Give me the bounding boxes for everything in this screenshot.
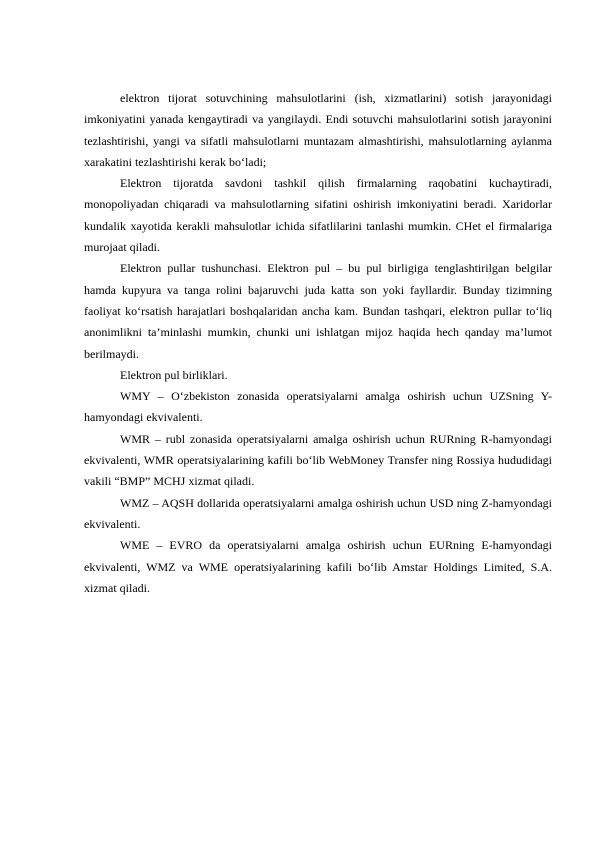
paragraph-wme: WME – EVRO da operatsiyalarni amalga oshirish uchun EURning E-hamyondagi ekvivalenti, WMZ va WME operatsiyalarining kafili bo‘lib Amstar Holdings Limited, S.A. xizmat qiladi.: [84, 538, 552, 595]
paragraph-electronic-money-concept: Elektron pullar tushunchasi. Elektron pul – bu pul birligiga tenglashtirilgan belgilar hamda kupyura va tanga rolini bajaruvchi juda katta son yoki fayllardir. Bunday tizimning faoliyat ko‘rsatish harajatlari boshqalaridan ancha kam. Bundan tashqari, elektron pullar to‘liq anonimlikni ta’minlashi mumkin, chunki uni ishlatgan mijoz haqida hech qanday ma’lumot berilmaydi.: [84, 261, 552, 361]
body-text: [84, 88, 552, 599]
paragraph-trade-competition: Elektron tijoratda savdoni tashkil qilish firmalarning raqobatini kuchaytiradi, monopoliyadan chiqaradi va mahsulotlarning sifatini oshirish imkoniyatini beradi. Xaridorlar kundalik xayotida kerakli mahsulotlar ichida sifatlilarini tanlashi mumkin. CHet el firmalariga murojaat qiladi.: [84, 176, 552, 255]
paragraph-ecommerce-benefits: elektron tijorat sotuvchining mahsulotlarini (ish, xizmatlarini) sotish jarayonidagi imkoniyatini yanada kengaytiradi va yangilaydi. Endi sotuvchi mahsulotlarini sotish jarayonini tezlashtirishi, yangi va sifatli mahsulotlarni muntazam almashtirishi, mahsulotlarning aylanma xarakatini tezlashtirishi kerak bo‘ladi;: [84, 91, 552, 169]
paragraph-wmy: WMY – O‘zbekiston zonasida operatsiyalarni amalga oshirish uchun UZSning Y-hamyondagi ekvivalenti.: [84, 389, 552, 425]
paragraph-money-units-heading: Elektron pul birliklari.: [120, 367, 228, 382]
paragraph-wmz: WMZ – AQSH dollarida operatsiyalarni amalga oshirish uchun USD ning Z-hamyondagi ekvivalenti.: [84, 495, 552, 531]
paragraph-wmr: WMR – rubl zonasida operatsiyalarni amalga oshirish uchun RURning R-hamyondagi ekvivalenti, WMR operatsiyalarining kafili bo‘lib WebMoney Transfer ning Rossiya hududidagi vakili “BMP” MCHJ xizmat qiladi.: [84, 431, 552, 489]
